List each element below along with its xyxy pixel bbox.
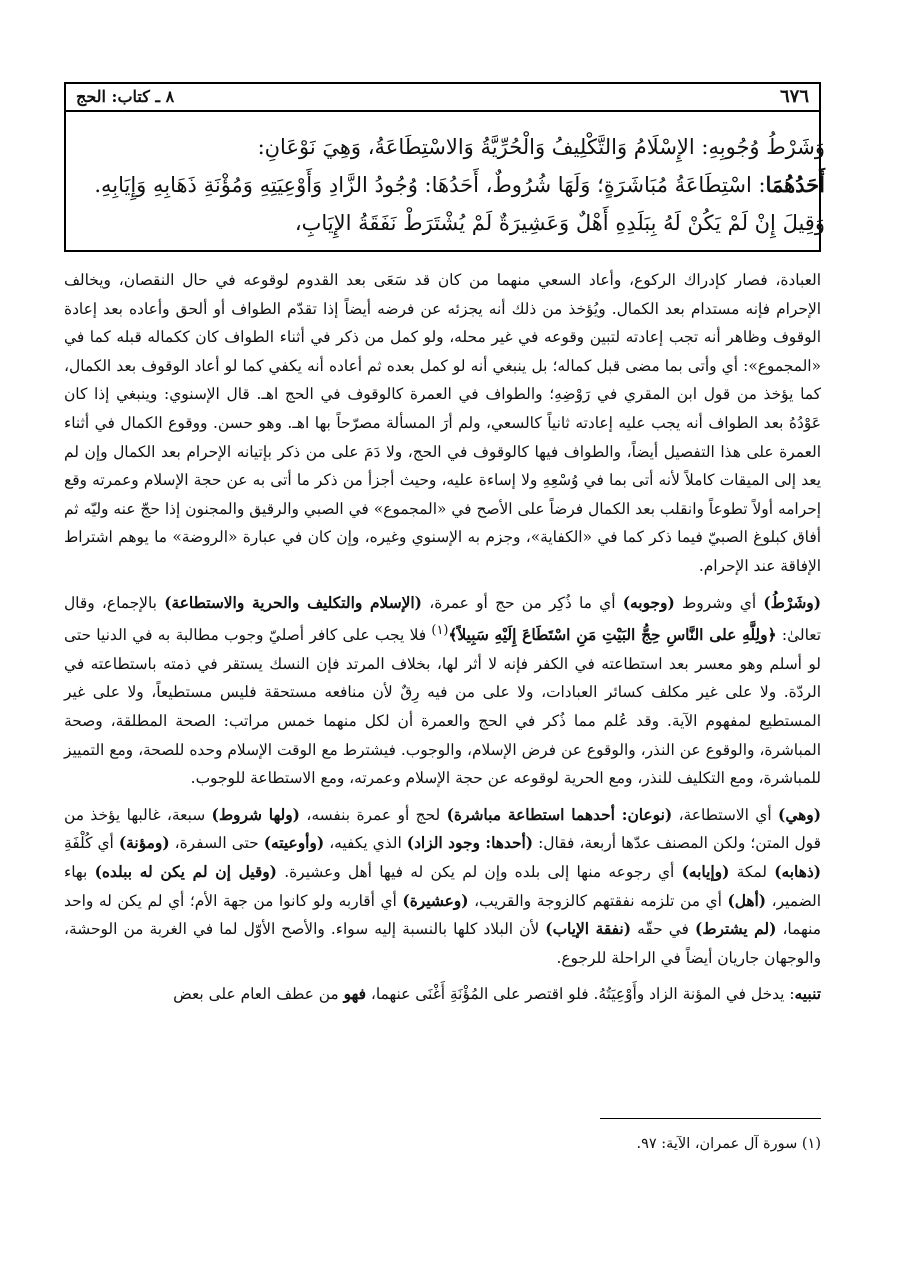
bold-span: (وشَرْطُ) — [763, 593, 821, 612]
bold-span: (وأوعيته) — [263, 834, 325, 853]
main-text-line: وَشَرْطُ وُجُوبِهِ: الإِسْلَامُ وَالتَّكْلِيفُ وَالْحُرِّيَّةُ وَالاسْتِطَاعَةُ، وَهِيَ نَوْعَانِ: — [257, 135, 825, 159]
bold-span: (ومؤنة) — [118, 834, 170, 853]
main-text-bold: أَحَدُهُمَا — [765, 172, 825, 197]
text-span: أي أقاربه ولو كانوا من جهة الأم؛ أي لم يكن له واحد منهما، — [64, 891, 821, 939]
bold-span: (أحدها: وجود الزاد) — [406, 834, 534, 853]
footnote-ref: (١) — [431, 623, 449, 639]
bold-span: (وقيل إن لم يكن له ببلده) — [94, 863, 277, 881]
bold-span: (أهل) — [727, 891, 767, 910]
bold-span: (ولها شروط) — [211, 805, 300, 824]
text-span: لحج أو عمرة بنفسه، — [299, 805, 447, 824]
page-number: ٦٧٦ — [779, 86, 809, 107]
text-span: الذي يكفيه، — [324, 834, 407, 853]
commentary-paragraph: العبادة، فصار كإدراك الركوع، وأعاد السعي منهما من كان قد سَعَى بعد القدوم لوقوعه في حال النقصان، ويخالف الإحرام فإنه مستدام بعد الكمال. ويُؤخذ من ذلك أنه يجزئه عن فرضه أيضاً إذا تقدّم الطواف أو ألحق وأعاده بعد إعادة الوقوف وظاهر أنه تجب إعادته لتبين وقوعه في غير محله، ولو كمل من ذكر في أثناء الطواف كان ككماله قبله كما في «المجموع»: أي وأتى بما مضى قبل كماله؛ بل ينبغي أنه لو كمل بعده ثم أعاده أنه يكفي كما لو أعاد الوقوف بعد الكمال، كما يؤخذ من قول ابن المقري في رَوْضِهِ؛ والطواف في العمرة كالوقوف في الحج اهـ. قال الإسنوي: وينبغي إذا كان عَوْدُهُ بعد الطواف أنه يجب عليه إعادته ثانياً كالسعي، ولم أرَ المسألة مصرّحاً بها اهـ. وهو حسن. ووقوع الكمال في أثناء العمرة على هذا التفصيل أيضاً، والطواف فيها كالوقوف في الحج، ولا دَمَ على من ذكر بإتيانه الإحرام بعد الكمال وإن لم يعد إلى الميقات كاملاً لأنه أتى بما في وُسْعِهِ ولا إساءة عليه، وحيث أجزأ من ذكر ما أتى به عن حجة الإسلام وعمرته وقع إحرامه أولاً تطوعاً وانقلب بعد الكمال فرضاً على الأصح في «المجموع» في الصبي والرقيق والمجنون إذا حجّ عنه وليّه ثم أفاق كبلوغ الصبيّ فيما ذكر كما في «الكفاية»، وجزم به الإسنوي وغيره، وإن كان في عبارة «الروضة» ما يوهم اشتراط الإفاقة عند الإحرام. — [64, 271, 821, 575]
commentary — [64, 266, 821, 1017]
main-text-line: وَقِيلَ إِنْ لَمْ يَكُنْ لَهُ بِبَلَدِهِ أَهْلٌ وَعَشِيرَةٌ لَمْ يُشْتَرَطْ نَفَقَةُ الإِيَابِ، — [294, 211, 825, 235]
text-span: أي ما ذُكِر من حج أو عمرة، — [421, 593, 623, 612]
bold-span: (وعشيرة) — [402, 891, 469, 910]
bold-span: (الإسلام والتكليف والحرية والاستطاعة) — [164, 593, 422, 612]
text-span: لأن البلاد كلها بالنسبة إليه سواء. والأصح الأوّل لما في الغربة من الوحشة، والوجهان جاريان أيضاً في الراحلة للرجوع. — [64, 920, 821, 967]
commentary-paragraph — [64, 589, 821, 793]
text-span: من عطف العام على بعض — [173, 985, 344, 1004]
text-span: أي رجوعه منها إلى بلده وإن لم يكن له فيها أهل وعشيرة. — [276, 863, 682, 881]
text-span: بهاء الضمير، — [64, 863, 821, 910]
text-span: : يدخل في المؤنة الزاد وأَوْعِيَتُهُ. فلو اقتصر على المُؤْنَةِ أَغْنَى عنهما، — [365, 985, 795, 1004]
text-span: فلا يجب على كافر أصليّ وجوب مطالبة به في الدنيا حتى لو أسلم وهو معسر بعد استطاعته في الكفر فإنه لا أثر لها، بخلاف المرتد فإن النسك يستقر في ذمته باستطاعته في الردّة. ولا على غير مكلف كسائر العبادات، ولا على من فيه رِقٌ لأن منافعه مستحقة فليس مستطيعاً، ولا على غير المستطيع لمفهوم الآية. وقد عُلم مما ذُكر في الحج والعمرة أن لكل منهما خمس مراتب: الصحة المطلقة، وصحة المباشرة، والوقوع عن النذر، والوقوع عن فرض الإسلام، والوجوب. فيشترط مع الوقت الإسلام وحده للصحة، ومع التمييز للمباشرة، ومع التكليف للنذر، ومع الحرية لوقوعه عن حجة الإسلام وعمرته، ومع الاستطاعة للوجوب. — [64, 626, 821, 788]
main-text-line — [74, 166, 825, 204]
text-span: أي من تلزمه نفقتهم كالزوجة والقريب، — [468, 891, 728, 910]
commentary-paragraph — [64, 801, 821, 973]
text-span: بالإجماع، وقال تعالىٰ: — [64, 593, 821, 645]
main-text-span: : اسْتِطَاعَةُ مُبَاشَرَةٍ؛ وَلَهَا شُرُوطٌ، أَحَدُهَا: وُجُودُ الزَّادِ وَأَوْعِيَتِهِ وَمُؤْنَةِ ذَهَابِهِ وَإِيَابِهِ. — [94, 173, 766, 197]
chapter-title: ٨ ـ كتاب: الحج — [76, 87, 175, 106]
text-span: أي وشروط — [674, 593, 764, 612]
bold-span: (نوعان: أحدهما استطاعة مباشرة) — [446, 805, 673, 824]
page-header — [64, 82, 821, 112]
footnote-separator — [600, 1118, 821, 1119]
text-span: سبعة، غالبها يؤخذ من قول المتن؛ ولكن المصنف عدّها أربعة، فقال: — [64, 805, 821, 853]
text-span: أي كُلْفَةِ — [64, 834, 119, 853]
footnote: (١) سورة آل عمران، الآية: ٩٧. — [636, 1136, 821, 1152]
main-text — [74, 128, 825, 242]
bold-span: (نفقة الإياب) — [545, 920, 632, 939]
bold-span: (لم يشترط) — [694, 920, 777, 939]
bold-span: فهو — [343, 985, 366, 1004]
note-label: تنبيه — [794, 985, 821, 1004]
text-span: حتى السفرة، — [169, 834, 264, 853]
quran-verse: ﴿ولِلَّهِ على النَّاسِ حِجُّ البَيْتِ مَنِ اسْتَطَاعَ إِلَيْهِ سَبِيلاً﴾ — [448, 626, 777, 645]
text-span: أي الاستطاعة، — [672, 805, 779, 824]
bold-span: (وهي) — [778, 805, 821, 824]
bold-span: (ذهابه) — [774, 863, 821, 881]
bold-span: (وجوبه) — [622, 593, 675, 612]
text-span: في حقّه — [631, 920, 695, 939]
text-span: لمكة — [729, 863, 775, 881]
commentary-paragraph — [64, 980, 821, 1009]
bold-span: (وإيابه) — [681, 863, 730, 881]
